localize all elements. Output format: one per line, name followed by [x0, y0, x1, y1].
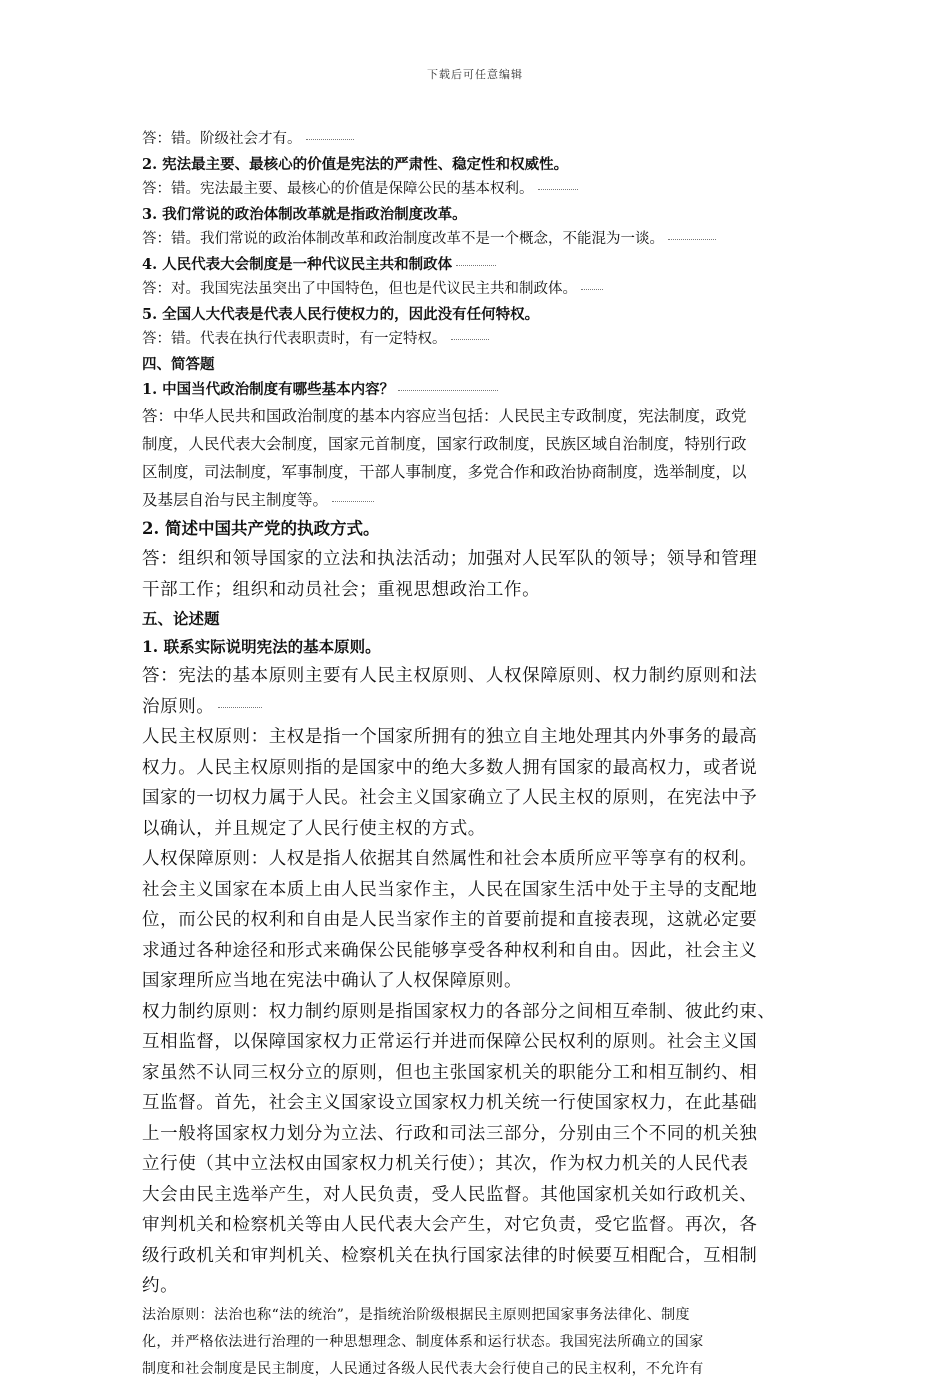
text-line-content: 国家理所应当地在宪法中确认了人权保障原则。 — [142, 971, 523, 991]
text-line — [142, 936, 812, 967]
text-line-content: 人权保障原则：人权是指人依据其自然属性和社会本质所应平等享有的权利。 — [142, 849, 758, 869]
text-line — [142, 633, 812, 661]
text-line-content: 四、简答题 — [142, 356, 215, 373]
text-line-content: 3. 我们常说的政治体制改革就是指政治制度改革。 — [142, 206, 467, 223]
text-line — [142, 227, 812, 252]
text-line-content: 求通过各种途径和形式来确保公民能够享受各种权利和自由。因此，社会主义 — [142, 940, 758, 961]
text-line-content: 互相监督，以保障国家权力正常运行并进而保障公民权利的原则。社会主义国 — [142, 1032, 758, 1052]
text-line-content: 答：错。宪法最主要、最核心的价值是保障公民的基本权利。 — [142, 181, 534, 197]
dotted-leader — [332, 501, 374, 502]
text-line — [142, 1027, 812, 1058]
text-line — [142, 814, 812, 845]
text-line — [142, 753, 812, 784]
text-line-content: 及基层自治与民主制度等。 — [142, 491, 329, 509]
text-line — [142, 1241, 812, 1272]
text-line — [142, 458, 812, 486]
text-line — [142, 905, 812, 936]
text-line — [142, 997, 812, 1028]
dotted-leader — [581, 289, 603, 290]
text-line-content: 互监督。首先，社会主义国家设立国家权力机关统一行使国家权力，在此基础 — [142, 1093, 758, 1113]
text-line-content: 答：错。我们常说的政治体制改革和政治制度改革不是一个概念，不能混为一谈。 — [142, 231, 664, 247]
text-line-content: 1. 中国当代政治制度有哪些基本内容？ — [142, 381, 395, 398]
text-line — [142, 605, 812, 633]
text-line — [142, 402, 812, 430]
text-line-content: 答：组织和领导国家的立法和执法活动；加强对人民军队的领导；领导和管理 — [142, 549, 758, 569]
text-line-content: 2. 宪法最主要、最核心的价值是宪法的严肃性、稳定性和权威性。 — [142, 156, 569, 173]
text-line — [142, 1088, 812, 1119]
text-line-content: 国家的一切权力属于人民。社会主义国家确立了人民主权的原则，在宪法中予 — [142, 788, 758, 808]
text-line-content: 家虽然不认同三权分立的原则，但也主张国家机关的职能分工和相互制约、相 — [142, 1062, 758, 1083]
text-line-content: 大会由民主选举产生，对人民负责，受人民监督。其他国家机关如行政机关、 — [142, 1184, 758, 1205]
text-line-content: 上一般将国家权力划分为立法、行政和司法三部分，分别由三个不同的机关独 — [142, 1123, 758, 1144]
text-line — [142, 1302, 812, 1329]
text-line-content: 答：中华人民共和国政治制度的基本内容应当包括：人民民主专政制度，宪法制度，政党 — [142, 407, 747, 425]
dotted-leader — [456, 265, 496, 266]
text-line — [142, 1329, 812, 1356]
text-line-content: 干部工作；组织和动员社会；重视思想政治工作。 — [142, 579, 541, 600]
text-line-content: 权力制约原则：权力制约原则是指国家权力的各部分之间相互牵制、彼此约束、 — [142, 1001, 776, 1022]
text-line — [142, 1356, 812, 1383]
text-line — [142, 352, 812, 377]
text-line-content: 区制度，司法制度，军事制度，干部人事制度，多党合作和政治协商制度，选举制度，以 — [142, 463, 747, 481]
text-line-content: 答：对。我国宪法虽突出了中国特色，但也是代议民主共和制政体。 — [142, 281, 577, 297]
text-line-content: 法治原则：法治也称“法的统治”，是指统治阶级根据民主原则把国家事务法律化、制度 — [142, 1306, 690, 1323]
text-line-content: 约。 — [142, 1276, 179, 1296]
text-line — [142, 1271, 812, 1302]
dotted-leader — [668, 239, 716, 240]
text-line-content: 以确认，并且规定了人民行使主权的方式。 — [142, 818, 486, 839]
text-line — [142, 783, 812, 814]
text-line-content: 权力。人民主权原则指的是国家中的绝大多数人拥有国家的最高权力，或者说 — [142, 757, 758, 778]
text-line-content: 5. 全国人大代表是代表人民行使权力的，因此没有任何特权。 — [142, 306, 540, 323]
dotted-leader — [398, 390, 498, 391]
text-line — [142, 844, 812, 875]
dotted-leader — [538, 189, 578, 190]
text-line-content: 制度，人民代表大会制度，国家元首制度，国家行政制度，民族区域自治制度，特别行政 — [142, 435, 747, 453]
text-line — [142, 127, 812, 152]
text-line-content: 答：错。阶级社会才有。 — [142, 131, 302, 147]
text-line-content: 化，并严格依法进行治理的一种思想理念、制度体系和运行状态。我国宪法所确立的国家 — [142, 1333, 704, 1350]
text-line-content: 审判机关和检察机关等由人民代表大会产生，对它负责，受它监督。再次，各 — [142, 1215, 758, 1235]
text-line — [142, 1058, 812, 1089]
text-line — [142, 327, 812, 352]
text-line — [142, 692, 812, 723]
text-line — [142, 202, 812, 227]
text-line — [142, 575, 812, 606]
text-line — [142, 966, 812, 997]
text-line-content: 4. 人民代表大会制度是一种代议民主共和制政体 — [142, 256, 453, 273]
text-line-content: 答：错。代表在执行代表职责时，有一定特权。 — [142, 331, 447, 347]
text-line — [142, 544, 812, 575]
text-line-content: 人民主权原则：主权是指一个国家所拥有的独立自主地处理其内外事务的最高 — [142, 727, 758, 747]
text-line — [142, 486, 812, 514]
page-header: 下载后可任意编辑 — [427, 68, 523, 81]
text-line — [142, 252, 812, 277]
text-line-content: 五、论述题 — [142, 609, 220, 628]
text-line — [142, 514, 812, 544]
document-body — [142, 127, 812, 1383]
text-line-content: 级行政机关和审判机关、检察机关在执行国家法律的时候要互相配合，互相制 — [142, 1245, 758, 1266]
text-line-content: 答：宪法的基本原则主要有人民主权原则、人权保障原则、权力制约原则和法 — [142, 666, 758, 686]
text-line-content: 制度和社会制度是民主制度，人民通过各级人民代表大会行使自己的民主权利，不允许有 — [142, 1360, 704, 1377]
text-line — [142, 177, 812, 202]
dotted-leader — [306, 139, 354, 140]
text-line-content: 1. 联系实际说明宪法的基本原则。 — [142, 637, 381, 656]
text-line-content: 治原则。 — [142, 696, 215, 717]
text-line-content: 立行使（其中立法权由国家权力机关行使）；其次，作为权力机关的人民代表 — [142, 1154, 749, 1174]
text-line — [142, 277, 812, 302]
text-line — [142, 1210, 812, 1241]
text-line — [142, 302, 812, 327]
text-line — [142, 152, 812, 177]
text-line — [142, 1149, 812, 1180]
text-line-content: 位，而公民的权利和自由是人民当家作主的首要前提和直接表现，这就必定要 — [142, 910, 758, 930]
text-line-content: 社会主义国家在本质上由人民当家作主，人民在国家生活中处于主导的支配地 — [142, 879, 758, 900]
dotted-leader — [451, 339, 489, 340]
text-line — [142, 661, 812, 692]
text-line — [142, 430, 812, 458]
text-line-content: 2. 简述中国共产党的执政方式。 — [142, 519, 380, 538]
text-line — [142, 875, 812, 906]
dotted-leader — [218, 707, 262, 708]
text-line — [142, 1119, 812, 1150]
text-line — [142, 1180, 812, 1211]
text-line — [142, 377, 812, 402]
text-line — [142, 722, 812, 753]
